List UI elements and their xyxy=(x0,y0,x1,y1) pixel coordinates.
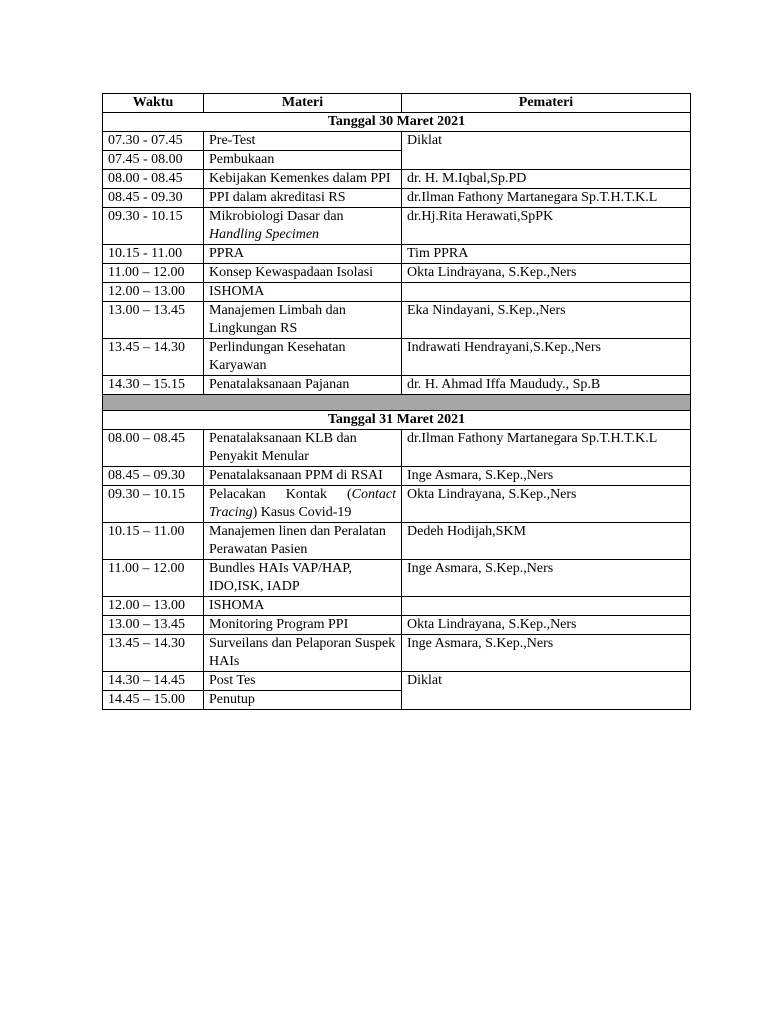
speaker-cell xyxy=(402,597,691,616)
speaker-cell xyxy=(402,283,691,302)
material-cell: Manajemen linen dan Peralatan Perawatan Pasien xyxy=(204,523,402,560)
date-day2: Tanggal 31 Maret 2021 xyxy=(103,411,691,430)
material-text: Mikrobiologi Dasar dan xyxy=(209,209,344,224)
material-cell: Pre-Test xyxy=(204,132,402,151)
time-cell: 14.30 – 14.45 xyxy=(103,672,204,691)
material-text-end: ) Kasus Covid-19 xyxy=(252,505,352,520)
material-text: Pelacakan Kontak ( xyxy=(209,487,352,502)
time-cell: 12.00 – 13.00 xyxy=(103,597,204,616)
day-separator-row xyxy=(103,395,691,411)
table-row xyxy=(103,339,691,376)
time-cell: 08.00 - 08.45 xyxy=(103,170,204,189)
table-row xyxy=(103,245,691,264)
speaker-cell: dr.Ilman Fathony Martanegara Sp.T.H.T.K.L xyxy=(402,189,691,208)
material-italic-text: Contact Tracing xyxy=(209,487,396,520)
table-row xyxy=(103,264,691,283)
day-separator xyxy=(103,395,691,411)
time-cell: 14.45 – 15.00 xyxy=(103,691,204,710)
table-row xyxy=(103,189,691,208)
material-cell: Penatalaksanaan Pajanan xyxy=(204,376,402,395)
header-waktu: Waktu xyxy=(103,94,204,113)
speaker-cell: Okta Lindrayana, S.Kep.,Ners xyxy=(402,486,691,523)
table-row xyxy=(103,672,691,691)
material-cell: PPRA xyxy=(204,245,402,264)
material-cell: Penatalaksanaan PPM di RSAI xyxy=(204,467,402,486)
header-materi: Materi xyxy=(204,94,402,113)
time-cell: 13.00 – 13.45 xyxy=(103,616,204,635)
time-cell: 14.30 – 15.15 xyxy=(103,376,204,395)
time-cell: 09.30 – 10.15 xyxy=(103,486,204,523)
material-cell: PPI dalam akreditasi RS xyxy=(204,189,402,208)
speaker-cell: Diklat xyxy=(402,672,691,710)
date-row-day2 xyxy=(103,411,691,430)
header-row xyxy=(103,94,691,113)
time-cell: 09.30 - 10.15 xyxy=(103,208,204,245)
table-row xyxy=(103,523,691,560)
table-row xyxy=(103,430,691,467)
speaker-cell: Indrawati Hendrayani,S.Kep.,Ners xyxy=(402,339,691,376)
time-cell: 08.45 - 09.30 xyxy=(103,189,204,208)
time-cell: 13.00 – 13.45 xyxy=(103,302,204,339)
table-row xyxy=(103,560,691,597)
material-cell: ISHOMA xyxy=(204,283,402,302)
table-row xyxy=(103,208,691,245)
material-cell: Penatalaksanaan KLB dan Penyakit Menular xyxy=(204,430,402,467)
time-cell: 11.00 – 12.00 xyxy=(103,264,204,283)
material-cell: Manajemen Limbah dan Lingkungan RS xyxy=(204,302,402,339)
material-cell: Konsep Kewaspadaan Isolasi xyxy=(204,264,402,283)
material-cell xyxy=(204,208,402,245)
speaker-cell: Tim PPRA xyxy=(402,245,691,264)
material-cell: Monitoring Program PPI xyxy=(204,616,402,635)
material-cell xyxy=(204,486,402,523)
speaker-cell: dr.Ilman Fathony Martanegara Sp.T.H.T.K.L xyxy=(402,430,691,467)
time-cell: 13.45 – 14.30 xyxy=(103,339,204,376)
material-cell: Pembukaan xyxy=(204,151,402,170)
table-row xyxy=(103,376,691,395)
speaker-cell: Okta Lindrayana, S.Kep.,Ners xyxy=(402,264,691,283)
speaker-cell: dr. H. M.Iqbal,Sp.PD xyxy=(402,170,691,189)
speaker-cell: dr.Hj.Rita Herawati,SpPK xyxy=(402,208,691,245)
material-cell: Kebijakan Kemenkes dalam PPI xyxy=(204,170,402,189)
table-row xyxy=(103,283,691,302)
material-cell: Post Tes xyxy=(204,672,402,691)
table-row xyxy=(103,616,691,635)
material-cell: Perlindungan Kesehatan Karyawan xyxy=(204,339,402,376)
time-cell: 07.45 - 08.00 xyxy=(103,151,204,170)
material-cell: Bundles HAIs VAP/HAP, IDO,ISK, IADP xyxy=(204,560,402,597)
speaker-cell: dr. H. Ahmad Iffa Maududy., Sp.B xyxy=(402,376,691,395)
table-row xyxy=(103,302,691,339)
table-row xyxy=(103,597,691,616)
date-day1: Tanggal 30 Maret 2021 xyxy=(103,113,691,132)
speaker-cell: Okta Lindrayana, S.Kep.,Ners xyxy=(402,616,691,635)
material-cell: ISHOMA xyxy=(204,597,402,616)
table-row xyxy=(103,132,691,151)
speaker-cell: Dedeh Hodijah,SKM xyxy=(402,523,691,560)
table-row xyxy=(103,467,691,486)
speaker-cell: Inge Asmara, S.Kep.,Ners xyxy=(402,560,691,597)
time-cell: 08.00 – 08.45 xyxy=(103,430,204,467)
speaker-cell: Inge Asmara, S.Kep.,Ners xyxy=(402,467,691,486)
time-cell: 07.30 - 07.45 xyxy=(103,132,204,151)
date-row-day1 xyxy=(103,113,691,132)
time-cell: 10.15 – 11.00 xyxy=(103,523,204,560)
table-row xyxy=(103,486,691,523)
schedule-table xyxy=(102,93,691,710)
speaker-cell: Diklat xyxy=(402,132,691,170)
time-cell: 12.00 – 13.00 xyxy=(103,283,204,302)
speaker-cell: Inge Asmara, S.Kep.,Ners xyxy=(402,635,691,672)
table-row xyxy=(103,635,691,672)
material-italic-text: Handling Specimen xyxy=(209,227,320,242)
table-row xyxy=(103,170,691,189)
time-cell: 10.15 - 11.00 xyxy=(103,245,204,264)
time-cell: 13.45 – 14.30 xyxy=(103,635,204,672)
header-pemateri: Pemateri xyxy=(402,94,691,113)
time-cell: 11.00 – 12.00 xyxy=(103,560,204,597)
speaker-cell: Eka Nindayani, S.Kep.,Ners xyxy=(402,302,691,339)
time-cell: 08.45 – 09.30 xyxy=(103,467,204,486)
material-cell: Surveilans dan Pelaporan Suspek HAIs xyxy=(204,635,402,672)
material-cell: Penutup xyxy=(204,691,402,710)
